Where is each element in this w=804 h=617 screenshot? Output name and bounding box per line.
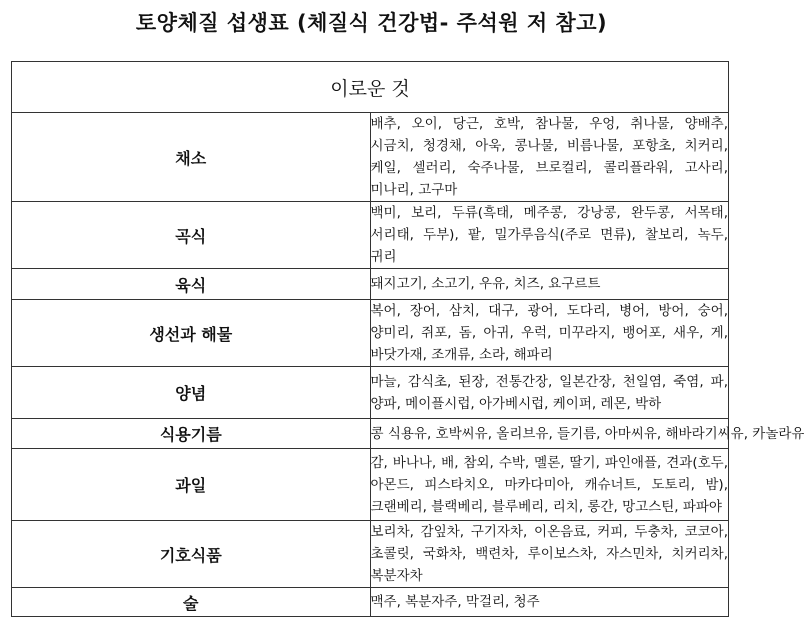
table-header: 이로운 것 <box>12 62 729 113</box>
row-items: 콩 식용유, 호박씨유, 올리브유, 들기름, 아마씨유, 해바라기씨유, 카놀라유 <box>370 419 729 449</box>
table-row <box>12 300 729 367</box>
table-row <box>12 113 729 202</box>
table-row <box>12 588 729 617</box>
diet-table <box>11 61 804 617</box>
row-category: 육식 <box>12 269 371 300</box>
row-category: 술 <box>12 588 371 617</box>
table-row <box>12 521 729 588</box>
table-row <box>12 419 729 449</box>
table-header-row <box>12 62 729 113</box>
row-items: 백미, 보리, 두류(흑태, 메주콩, 강낭콩, 완두콩, 서목태, 서리태, 두부), 팥, 밀가루음식(주로 면류), 찰보리, 녹두, 귀리 <box>370 202 729 269</box>
row-items: 배추, 오이, 당근, 호박, 참나물, 우엉, 취나물, 양배추, 시금치, 청경채, 아욱, 콩나물, 비름나물, 포항초, 치커리, 케일, 셀러리, 숙주나물, 브로컬리, 콜리플라워, 고사리, 미나리, 고구마 <box>370 113 729 202</box>
row-category: 식용기름 <box>12 419 371 449</box>
table-row <box>12 367 729 419</box>
table-row <box>12 202 729 269</box>
row-items: 감, 바나나, 배, 참외, 수박, 멜론, 딸기, 파인애플, 견과(호두, 아몬드, 피스타치오, 마카다미아, 캐슈너트, 도토리, 밤), 크랜베리, 블랙베리, 블루베리, 리치, 롱간, 망고스틴, 파파야 <box>370 449 729 521</box>
row-items: 맥주, 복분자주, 막걸리, 청주 <box>370 588 729 617</box>
row-category: 생선과 해물 <box>12 300 371 367</box>
row-items: 복어, 장어, 삼치, 대구, 광어, 도다리, 병어, 방어, 숭어, 양미리, 쥐포, 돔, 아귀, 우럭, 미꾸라지, 뱅어포, 새우, 게, 바닷가재, 조개류, 소라, 해파리 <box>370 300 729 367</box>
row-items: 보리차, 감잎차, 구기자차, 이온음료, 커피, 두충차, 코코아, 초콜릿, 국화차, 백련차, 루이보스차, 자스민차, 치커리차, 복분자차 <box>370 521 729 588</box>
table-row <box>12 269 729 300</box>
row-category: 양념 <box>12 367 371 419</box>
row-category: 채소 <box>12 113 371 202</box>
row-items: 마늘, 감식초, 된장, 전통간장, 일본간장, 천일염, 죽염, 파, 양파, 메이플시럽, 아가베시럽, 케이퍼, 레몬, 박하 <box>370 367 729 419</box>
row-category: 곡식 <box>12 202 371 269</box>
row-category: 기호식품 <box>12 521 371 588</box>
row-items: 돼지고기, 소고기, 우유, 치즈, 요구르트 <box>370 269 729 300</box>
page-title: 토양체질 섭생표 (체질식 건강법- 주석원 저 참고) <box>135 11 608 35</box>
row-category: 과일 <box>12 449 371 521</box>
table-row <box>12 449 729 521</box>
